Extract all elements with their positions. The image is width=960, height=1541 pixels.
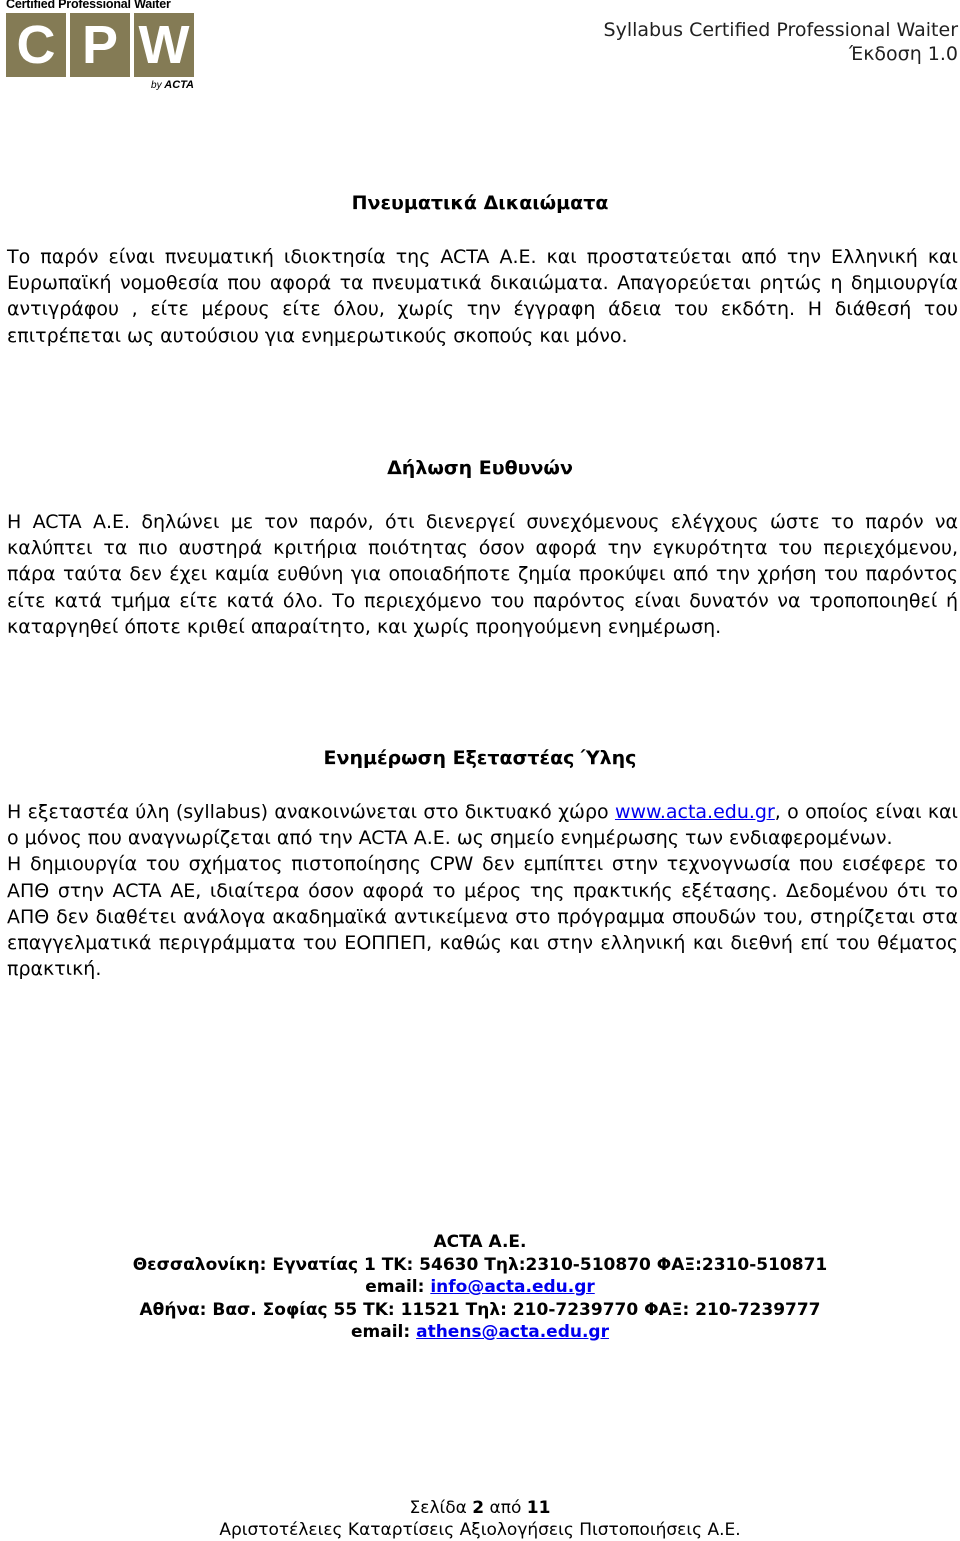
athens-email-link[interactable]: athens@acta.edu.gr — [416, 1322, 609, 1342]
contact-company: ACTA A.E. — [433, 1232, 527, 1252]
header-title: Syllabus Certified Professional Waiter — [603, 19, 958, 41]
logo-byline — [151, 79, 194, 91]
header-version: Έκδοση 1.0 — [849, 43, 958, 65]
contact-athens: Αθήνα: Βασ. Σοφίας 55 ΤΚ: 11521 Τηλ: 210-7239770 ΦΑΞ: 210-7239777 — [139, 1299, 821, 1320]
logo-letter-w: W — [134, 13, 194, 77]
info-email-link[interactable]: info@acta.edu.gr — [430, 1277, 595, 1297]
page-number — [0, 1497, 960, 1519]
page-footer — [0, 1497, 960, 1541]
document-header — [604, 18, 958, 66]
page-current: 2 — [472, 1498, 485, 1518]
disclaimer-text — [7, 509, 958, 640]
contact-email-1-line — [0, 1276, 960, 1299]
update-p1-after: , ο οποίος είναι και ο μόνος που αναγνωρίζεται από την ACTA Α.Ε. ως σημείο ενημέρωσης των ενδιαφερομένων. — [7, 801, 958, 850]
logo-letter-p: P — [70, 13, 130, 77]
page-total: 11 — [526, 1498, 551, 1518]
update-paragraph-1 — [7, 799, 958, 851]
page-of: από — [484, 1498, 527, 1518]
update-heading: Ενημέρωση Εξεταστέας Ύλης — [323, 747, 637, 769]
contact-block — [0, 1231, 960, 1344]
logo-letter-c: C — [6, 13, 66, 77]
contact-email-2-line — [0, 1321, 960, 1344]
disclaimer-paragraph: Η ACTA Α.Ε. δηλώνει με τον παρόν, ότι διενεργεί συνεχόμενους ελέγχους ώστε το παρόν να καλύπτει τα πιο αυστηρά κριτήρια ποιότητας όσον αφορά την εγκυρότητα του περιεχόμενου, πάρα ταύτα δεν έχει καμία ευθύνη για οποιαδήποτε ζημία προκύψει από την χρήση του παρόντος είτε κατά τμήμα είτε κατά όλο. Το περιεχόμενο του παρόντος είναι δυνατόν να τροποποιηθεί ή καταργηθεί όποτε κριθεί απαραίτητο, και χωρίς προηγούμενη ενημέρωση. — [7, 511, 958, 638]
contact-thessaloniki: Θεσσαλονίκη: Εγνατίας 1 ΤΚ: 54630 Τηλ:2310-510870 ΦΑΞ:2310-510871 — [132, 1254, 828, 1275]
logo-brand: ACTA — [164, 79, 194, 91]
acta-website-link[interactable]: www.acta.edu.gr — [614, 801, 775, 823]
update-text — [7, 799, 958, 982]
update-paragraph-2: Η δημιουργία του σχήματος πιστοποίησης CPW δεν εμπίπτει στην τεχνογνωσία που εισέφερε το ΑΠΘ στην ACTA ΑΕ, ιδιαίτερα όσον αφορά το μέρος της πρακτικής εξέτασης. Δεδομένου ότι το ΑΠΘ δεν διαθέτει ανάλογα ακαδημαϊκά αντικείμενα στο πρόγραμμα σπουδών του, στηρίζεται στα επαγγελματικά περιγράμματα του ΕΟΠΠΕΠ, καθώς και στην ελληνική και διεθνή επί του θέματος πρακτική. — [7, 853, 958, 981]
cpw-logo — [6, 0, 194, 94]
logo-letter-boxes — [6, 13, 194, 77]
email-label: email: — [365, 1277, 431, 1297]
logo-by: by — [151, 80, 162, 91]
page-label: Σελίδα — [409, 1498, 473, 1518]
email-label: email: — [351, 1322, 417, 1342]
logo-tagline: Certified Professional Waiter — [6, 0, 171, 11]
footer-org: Αριστοτέλειες Καταρτίσεις Αξιολογήσεις Πιστοποιήσεις Α.Ε. — [219, 1520, 741, 1540]
copyright-text — [7, 244, 958, 349]
disclaimer-heading: Δήλωση Ευθυνών — [387, 457, 573, 479]
update-p1-before: Η εξεταστέα ύλη (syllabus) ανακοινώνεται στο δικτυακό χώρο — [7, 801, 615, 823]
copyright-paragraph: Το παρόν είναι πνευματική ιδιοκτησία της ACTA Α.Ε. και προστατεύεται από την Ελληνική και Ευρωπαϊκή νομοθεσία που αφορά τα πνευματικά δικαιώματα. Απαγορεύεται ρητώς η δημιουργία αντιγράφου , είτε μέρους είτε όλου, χωρίς την έγγραφη άδεια του εκδότη. Η διάθεσή του επιτρέπεται ως αυτούσιου για ενημερωτικούς σκοπούς και μόνο. — [7, 246, 958, 347]
copyright-heading: Πνευματικά Δικαιώματα — [351, 192, 609, 214]
